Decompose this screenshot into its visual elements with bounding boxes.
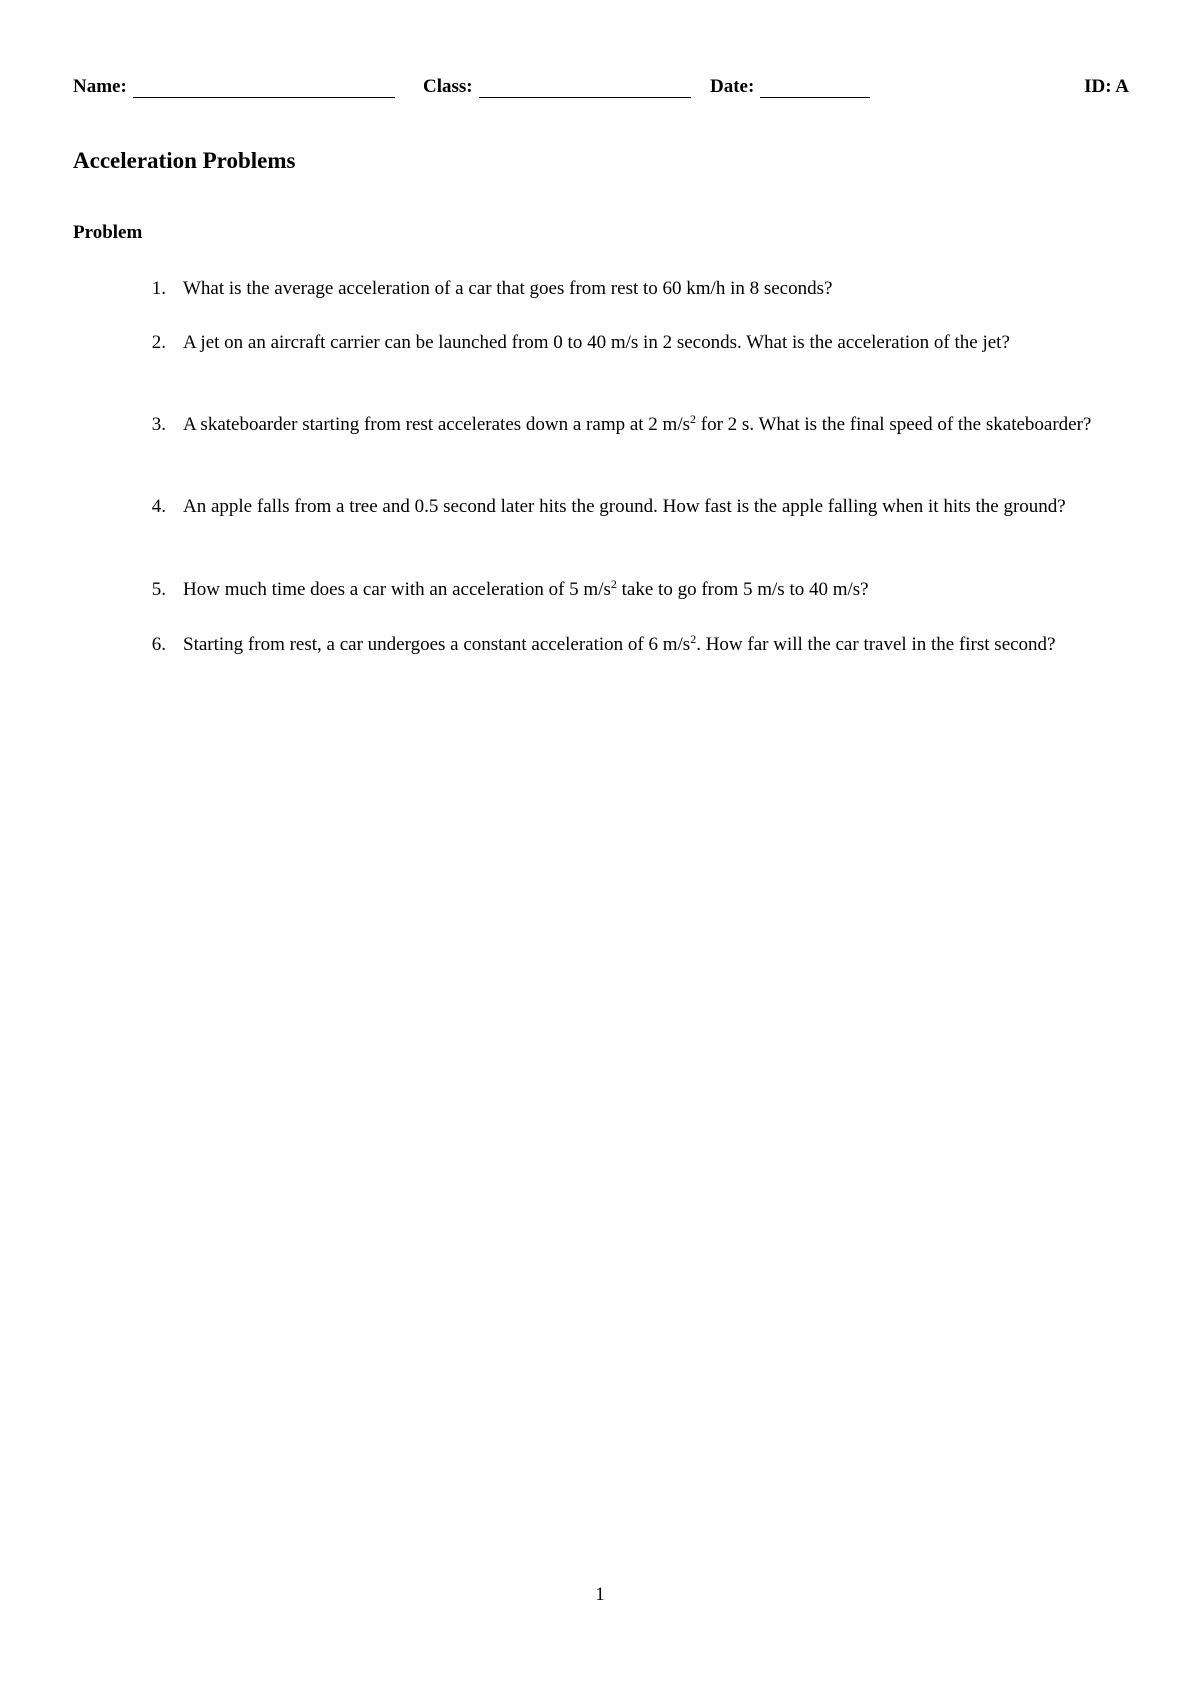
problem-number: 5. [151, 579, 166, 600]
superscript-exponent: 2 [610, 577, 617, 591]
name-field [73, 76, 395, 98]
class-field [423, 76, 691, 98]
name-blank-line [133, 79, 395, 98]
class-blank-line [479, 79, 691, 98]
superscript-exponent: 2 [690, 632, 697, 646]
date-field [710, 76, 870, 98]
problem-text: A jet on an aircraft carrier can be launched from 0 to 40 m/s in 2 seconds. What is the acceleration of the jet? [183, 332, 1010, 353]
header-fields [73, 76, 1129, 102]
problem-number: 2. [151, 332, 166, 353]
date-label: Date: [710, 76, 755, 97]
problem-text: What is the average acceleration of a car that goes from rest to 60 km/h in 8 seconds? [183, 278, 833, 299]
problem-number: 6. [151, 634, 166, 655]
problem-text: Starting from rest, a car undergoes a constant acceleration of 6 $m/s^2$. How far will the car travel in the first second? [183, 632, 1056, 655]
problem-text: An apple falls from a tree and 0.5 second later hits the ground. How fast is the apple falling when it hits the ground? [183, 496, 1066, 517]
date-blank-line [760, 79, 870, 98]
section-heading: Problem [73, 222, 143, 243]
problem-number: 4. [151, 496, 166, 517]
problem-number: 3. [151, 414, 166, 435]
class-label: Class: [423, 76, 473, 97]
id-label: ID: A [1084, 76, 1129, 97]
problem-number: 1. [151, 278, 166, 299]
superscript-exponent: 2 [690, 412, 697, 426]
name-label: Name: [73, 76, 127, 97]
problem-text: How much time does a car with an acceleration of 5 $m/s^2$ take to go from 5 m/s to 40 m/s? [183, 577, 869, 600]
problem-text: A skateboarder starting from rest accelerates down a ramp at 2 $m/s^2$ for 2 s. What is the final speed of the skateboarder? [183, 412, 1092, 435]
page-number: 1 [595, 1584, 605, 1605]
page-title: Acceleration Problems [73, 148, 296, 173]
